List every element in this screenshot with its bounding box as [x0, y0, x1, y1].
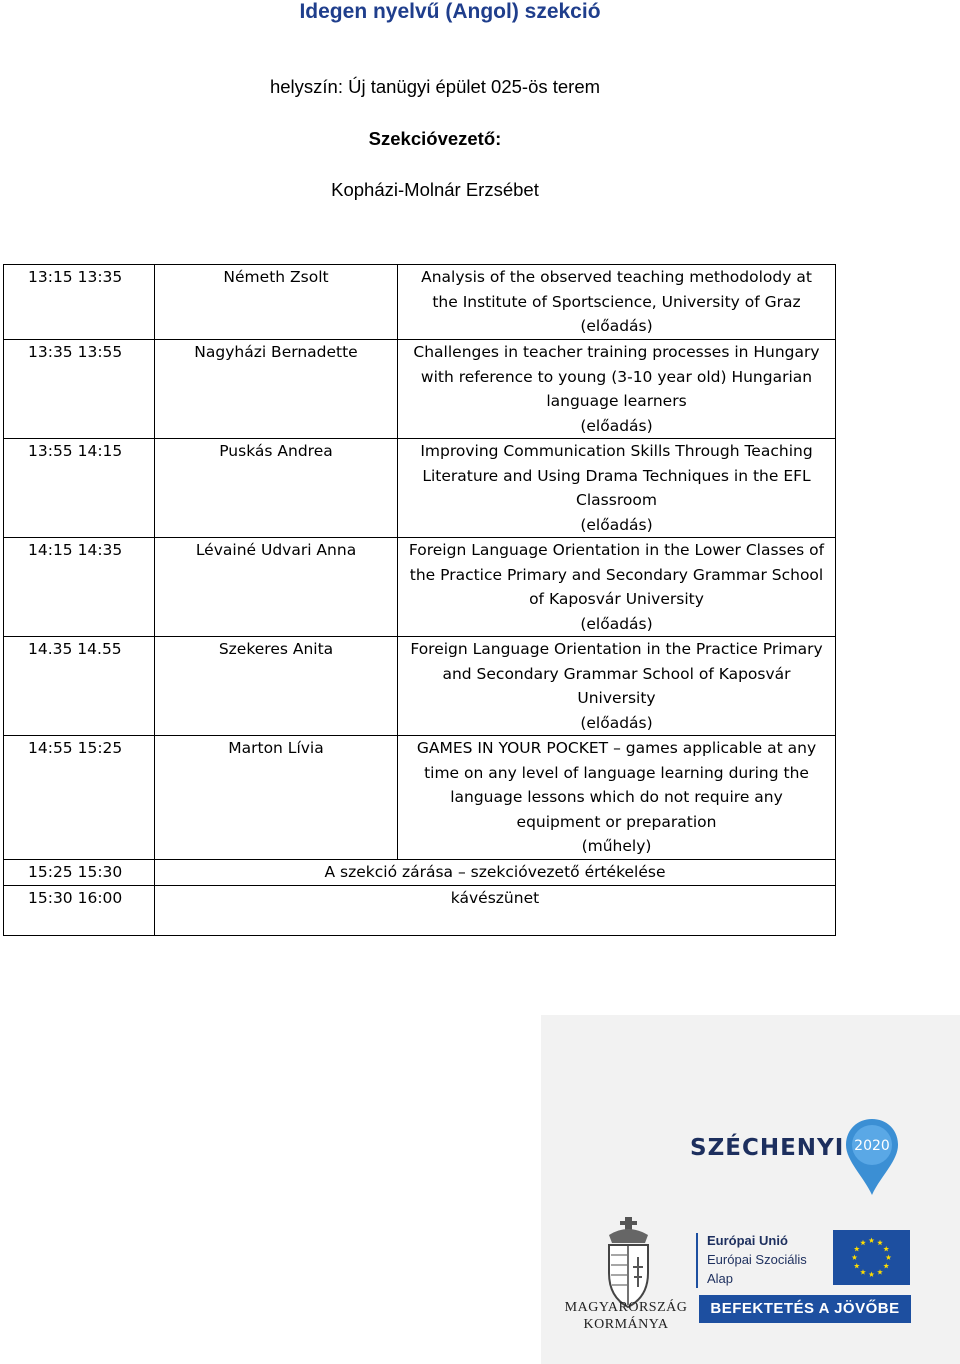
topic-cell	[398, 637, 836, 736]
presenter-cell: Nagyházi Bernadette	[155, 340, 398, 439]
topic-text: Foreign Language Orientation in the Practice Primary and Secondary Grammar School of Kaposvár University	[410, 640, 823, 707]
table-row	[4, 439, 836, 538]
government-line1: MAGYARORSZÁG	[564, 1300, 688, 1315]
presenter-cell: Németh Zsolt	[155, 265, 398, 340]
time-cell: 15:30 16:00	[4, 885, 155, 935]
hungarian-coat-of-arms-icon	[601, 1215, 656, 1310]
break-cell: kávészünet	[155, 885, 836, 935]
table-row	[4, 885, 836, 935]
topic-cell	[398, 439, 836, 538]
closing-cell: A szekció zárása – szekcióvezető értékelése	[155, 859, 836, 885]
table-row	[4, 859, 836, 885]
time-cell: 13:15 13:35	[4, 265, 155, 340]
table-row	[4, 340, 836, 439]
time-cell: 14.35 14.55	[4, 637, 155, 736]
time-cell: 13:35 13:55	[4, 340, 155, 439]
topic-text: Analysis of the observed teaching methodolody at the Institute of Sportscience, University of Graz	[421, 268, 812, 311]
location-line: helyszín: Új tanügyi épület 025-ös terem	[269, 76, 601, 97]
topic-text: Foreign Language Orientation in the Lower Classes of the Practice Primary and Secondary Grammar School of Kaposvár University	[408, 541, 825, 608]
topic-text: Challenges in teacher training processes in Hungary with reference to young (3-10 year old) Hungarian language learners	[413, 343, 820, 410]
presenter-cell: Marton Lívia	[155, 736, 398, 860]
presenter-cell: Lévainé Udvari Anna	[155, 538, 398, 637]
time-cell: 14:15 14:35	[4, 538, 155, 637]
government-line2: KORMÁNYA	[583, 1317, 669, 1332]
topic-cell	[398, 265, 836, 340]
leader-name: Kopházi-Molnár Erzsébet	[331, 179, 539, 200]
session-type: (előadás)	[580, 317, 653, 335]
funding-logo-block	[541, 1015, 960, 1364]
time-cell: 15:25 15:30	[4, 859, 155, 885]
time-cell: 14:55 15:25	[4, 736, 155, 860]
investment-banner: BEFEKTETÉS A JÖVŐBE	[699, 1295, 911, 1323]
topic-cell	[398, 736, 836, 860]
table-row	[4, 736, 836, 860]
time-cell: 13:55 14:15	[4, 439, 155, 538]
szechenyi-year: 2020	[854, 1138, 890, 1154]
szechenyi-wordmark: SZÉCHENYI	[690, 1135, 845, 1161]
eu-line1: Európai Unió	[707, 1233, 788, 1248]
eu-line2: Európai Szociális	[707, 1252, 807, 1267]
session-type: (műhely)	[581, 837, 652, 855]
program-table	[3, 264, 836, 936]
table-row	[4, 538, 836, 637]
session-type: (előadás)	[580, 713, 653, 732]
szechenyi-2020-pin-icon	[844, 1117, 900, 1197]
section-title: Idegen nyelvű (Angol) szekció	[299, 0, 601, 23]
session-type: (előadás)	[580, 416, 653, 435]
topic-text: Improving Communication Skills Through Teaching Literature and Using Drama Techniques in the EFL Classroom	[420, 442, 813, 509]
eu-line3: Alap	[707, 1271, 734, 1286]
session-type: (előadás)	[580, 515, 653, 534]
table-row	[4, 637, 836, 736]
topic-cell	[398, 340, 836, 439]
session-type: (előadás)	[580, 614, 653, 633]
topic-text: GAMES IN YOUR POCKET – games applicable at any time on any level of language learning during the language lessons which do not require any equipment or preparation	[416, 739, 817, 831]
eu-flag-icon	[833, 1230, 910, 1285]
presenter-cell: Puskás Andrea	[155, 439, 398, 538]
topic-cell	[398, 538, 836, 637]
presenter-cell: Szekeres Anita	[155, 637, 398, 736]
eu-divider	[696, 1233, 698, 1288]
table-row	[4, 265, 836, 340]
leader-label: Szekcióvezető:	[368, 128, 502, 149]
